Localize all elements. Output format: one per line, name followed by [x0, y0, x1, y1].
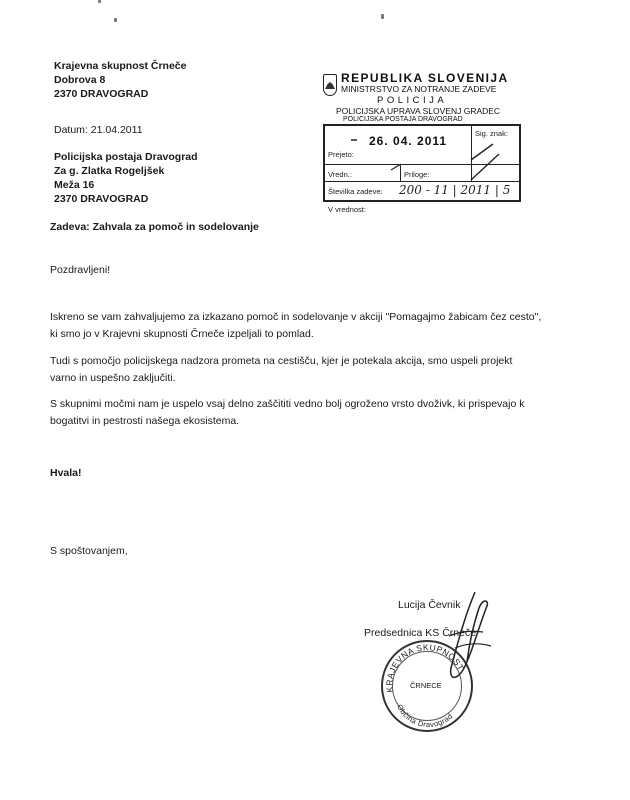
letterhead-ministry: MINISTRSTVO ZA NOTRANJE ZADEVE — [341, 84, 497, 94]
body-paragraph — [50, 353, 512, 387]
stamp-priloge-label: Priloge: — [404, 170, 430, 179]
stamp-prejeto-label: Prejeto: — [328, 150, 354, 159]
sender-name: Krajevna skupnost Črneče — [54, 60, 187, 72]
letterhead-police: POLICIJA — [377, 95, 448, 106]
letterhead-republic: REPUBLIKA SLOVENIJA — [341, 71, 509, 85]
scan-speck — [381, 14, 384, 19]
seal-outer-text: KRAJEVNA SKUPNOST — [384, 642, 467, 693]
handwritten-signature — [425, 586, 505, 696]
stamp-case-number: 200 - 11 | 2011 | 5 — [399, 183, 511, 197]
paragraph-line: bogatitvi in pestrosti našega ekosistema. — [50, 415, 240, 427]
coat-of-arms-icon — [323, 74, 337, 96]
recipient-city: 2370 DRAVOGRAD — [54, 193, 149, 205]
seal-bottom-text: Občina Dravograd — [395, 702, 455, 730]
paragraph-line: Iskreno se vam zahvaljujemo za izkazano pomoč in sodelovanje v akciji "Pomagajmo žabicam čez cesto", — [50, 311, 542, 323]
paragraph-line: S skupnimi močmi nam je uspelo vsaj delno zaščititi vedno bolj ogroženo vrsto dvoživk, ki prispevajo k — [50, 398, 525, 410]
stamp-handwriting-marks — [323, 124, 521, 202]
closing-text: S spoštovanjem, — [50, 545, 128, 557]
stamp-vredn-label: Vredn.: — [328, 170, 352, 179]
recipient-street: Meža 16 — [54, 179, 95, 191]
subject-line: Zadeva: Zahvala za pomoč in sodelovanje — [50, 221, 259, 233]
signatory-title: Predsednica KS Črneče — [364, 627, 477, 639]
recipient-name: Policijska postaja Dravograd — [54, 151, 198, 163]
scan-speck — [98, 0, 101, 3]
sender-street: Dobrova 8 — [54, 74, 106, 86]
seal-center-text: ČRNECE — [410, 681, 442, 690]
recipient-address — [54, 150, 198, 206]
sender-city: 2370 DRAVOGRAD — [54, 88, 149, 100]
stamp-v-vrednost-label: V vrednost: — [328, 205, 366, 214]
letterhead-station: POLICIJSKA POSTAJA DRAVOGRAD — [343, 116, 463, 123]
scan-speck — [114, 18, 117, 22]
received-stamp — [323, 124, 521, 202]
greeting: Pozdravljeni! — [50, 264, 111, 276]
svg-text:Občina Dravograd — [395, 703, 454, 729]
sender-address — [54, 59, 186, 101]
thanks-text: Hvala! — [50, 467, 82, 479]
signatory-name: Lucija Čevnik — [398, 599, 461, 611]
letterhead-directorate: POLICIJSKA UPRAVA SLOVENJ GRADEC — [336, 106, 501, 116]
stamp-date: 26. 04. 2011 — [369, 134, 448, 148]
paragraph-line: ki smo jo v Krajevni skupnosti Črneče izpeljali to pomlad. — [50, 328, 314, 340]
paragraph-line: Tudi s pomočjo policijskega nadzora prometa na cestišču, kjer je potekala akcija, smo uspeli projekt — [50, 355, 513, 367]
body-paragraph — [50, 396, 524, 430]
paragraph-line: varno in uspešno zaključiti. — [50, 372, 176, 384]
stamp-stevilka-label: Številka zadeve: — [328, 187, 383, 196]
letter-date: Datum: 21.04.2011 — [54, 124, 143, 136]
body-paragraph — [50, 309, 541, 343]
recipient-attention: Za g. Zlatka Rogeljšek — [54, 165, 165, 177]
stamp-sig-znak-label: Sig. znak: — [475, 129, 508, 138]
